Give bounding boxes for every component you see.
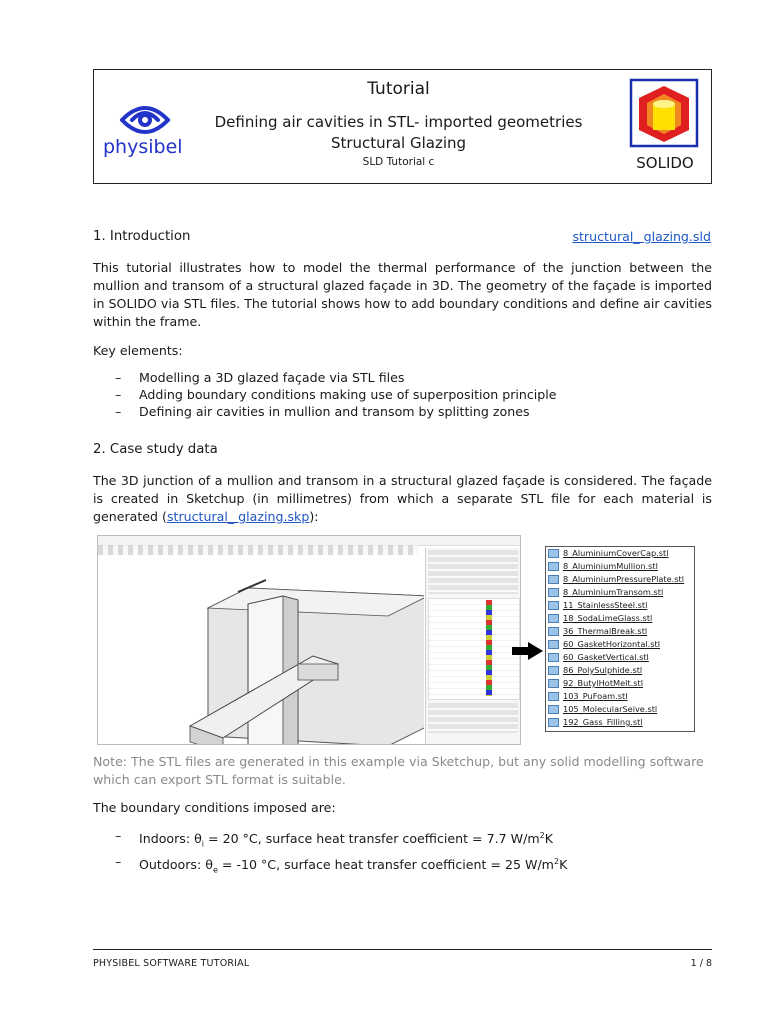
page-number: 1 / 8 [690, 958, 712, 969]
list-item: – Outdoors: $\theta_e = -10$ °C, surface heat transfer coefficient = 25 $W/m^2K$ [115, 853, 675, 879]
list-item: 11_StainlessSteel.stl [546, 599, 694, 612]
tutorial-subtitle: Defining air cavities in STL- imported geometries [214, 113, 583, 131]
stl-file-icon [548, 718, 559, 727]
key-elements-list [115, 369, 675, 420]
stl-file-icon [548, 562, 559, 571]
solido-brand-text: SOLIDO [636, 154, 694, 172]
stl-file-icon [548, 679, 559, 688]
list-item: – Modelling a 3D glazed façade via STL files [115, 369, 675, 386]
solido-cube-icon [625, 78, 705, 150]
stl-file-icon [548, 692, 559, 701]
sld-file-link[interactable]: structural_ glazing.sld [572, 229, 711, 244]
list-item: 8_AluminiumCoverCap.stl [546, 547, 694, 560]
boundary-conditions-list [115, 827, 675, 878]
section-heading-introduction: 1. Introduction [93, 229, 191, 244]
list-item: 8_AluminiumTransom.stl [546, 586, 694, 599]
intro-paragraph: This tutorial illustrates how to model the thermal performance of the junction between the mullion and transom of a structural glazed façade in 3D. The geometry of the façade is imported in SOLIDO via STL files. The tutorial shows how to add boundary conditions and define air cavities within the frame. [93, 260, 712, 329]
list-item: – Adding boundary conditions making use of superposition principle [115, 386, 675, 403]
stl-file-icon [548, 549, 559, 558]
footer-label: PHYSIBEL SOFTWARE TUTORIAL [93, 958, 250, 969]
stl-file-icon [548, 653, 559, 662]
sketchup-tray-panel [425, 548, 521, 744]
list-item: 192_Gass_Filling.stl [546, 716, 694, 729]
arrow-right-icon [510, 641, 544, 661]
stl-file-list [545, 546, 695, 732]
page-title: Tutorial [367, 79, 430, 99]
stl-file-icon [548, 627, 559, 636]
case-study-text: The 3D junction of a mullion and transom in a structural glazed façade is considered. The façade is created in Sketchup (in millimetres) from which a separate STL file for each material is generated ( [93, 473, 712, 524]
list-item: 36_ThermalBreak.stl [546, 625, 694, 638]
list-item: 18_SodaLimeGlass.stl [546, 612, 694, 625]
list-item: 8_AluminiumPressurePlate.stl [546, 573, 694, 586]
list-item: 60_GasketHorizontal.stl [546, 638, 694, 651]
list-item: – Indoors: $\theta_i = 20$ °C, surface heat transfer coefficient = 7.7 $W/m^2K$ [115, 827, 675, 853]
case-study-text-end: ): [309, 509, 319, 524]
key-elements-label: Key elements: [93, 343, 183, 358]
stl-file-icon [548, 588, 559, 597]
stl-file-icon [548, 640, 559, 649]
facade-3d-model-icon [98, 556, 424, 745]
list-item: – Defining air cavities in mullion and transom by splitting zones [115, 403, 675, 420]
physibel-brand-text: physibel [103, 136, 183, 158]
note-paragraph: Note: The STL files are generated in this example via Sketchup, but any solid modelling software which can export STL format is suitable. [93, 754, 704, 787]
stl-file-icon [548, 614, 559, 623]
case-study-paragraph [93, 472, 712, 526]
tutorial-code: SLD Tutorial c [362, 156, 435, 168]
physibel-logo [100, 98, 190, 164]
skp-file-link[interactable]: structural_ glazing.skp [166, 509, 310, 524]
stl-file-icon [548, 705, 559, 714]
solido-logo [625, 78, 705, 178]
list-item: 60_GasketVertical.stl [546, 651, 694, 664]
section-heading-case-study: 2. Case study data [93, 442, 218, 457]
boundary-conditions-label: The boundary conditions imposed are: [93, 800, 336, 815]
list-item: 92_ButylHotMelt.stl [546, 677, 694, 690]
tutorial-subtitle-2: Structural Glazing [330, 134, 467, 152]
stl-file-icon [548, 601, 559, 610]
stl-file-icon [548, 575, 559, 584]
list-item: 8_AluminiumMullion.stl [546, 560, 694, 573]
sketchup-screenshot [97, 535, 521, 745]
stl-file-icon [548, 666, 559, 675]
list-item: 103_PuFoam.stl [546, 690, 694, 703]
list-item: 86_PolySulphide.stl [546, 664, 694, 677]
sketchup-toolbar [98, 545, 418, 555]
list-item: 105_MolecularSeive.stl [546, 703, 694, 716]
footer-divider [93, 949, 712, 950]
